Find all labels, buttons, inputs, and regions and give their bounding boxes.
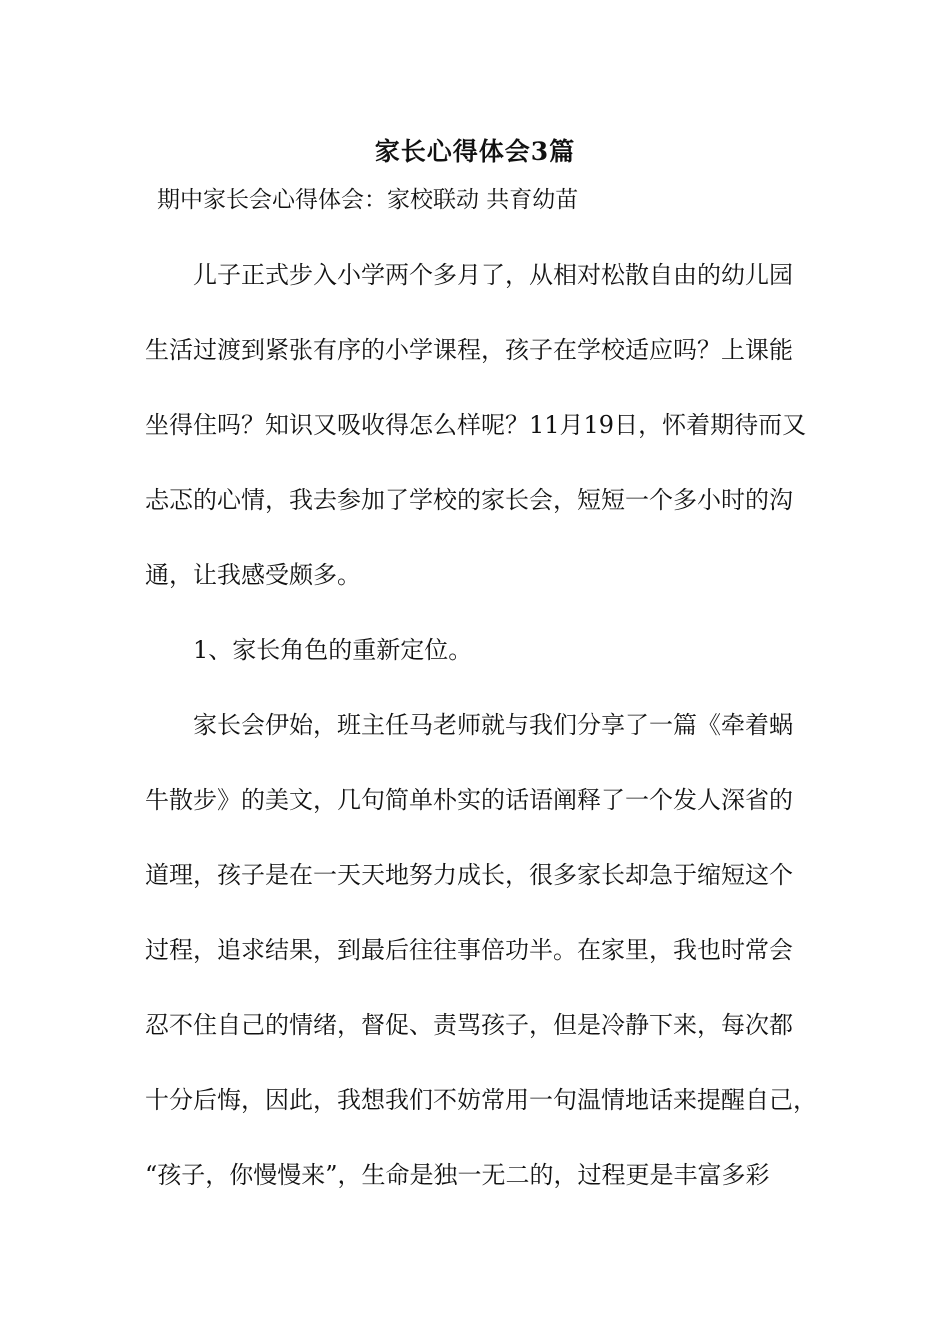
document-subtitle: 期中家长会心得体会：家校联动 共育幼苗 — [157, 187, 579, 213]
paragraph-line: 坐得住吗？知识又吸收得怎么样呢？11月19日，怀着期待而又 — [145, 411, 807, 439]
paragraph-line: 十分后悔，因此，我想我们不妨常用一句温情地话来提醒自己， — [145, 1086, 817, 1114]
document-title: 家长心得体会3篇 — [374, 137, 576, 166]
paragraph-line: 忐忑的心情，我去参加了学校的家长会，短短一个多小时的沟 — [145, 486, 793, 514]
paragraph-line: 生活过渡到紧张有序的小学课程，孩子在学校适应吗？上课能 — [145, 336, 793, 364]
paragraph-line: 儿子正式步入小学两个多月了，从相对松散自由的幼儿园 — [193, 261, 793, 289]
paragraph-line: “孩子，你慢慢来”，生命是独一无二的，过程更是丰富多彩 — [145, 1161, 770, 1189]
paragraph-line: 家长会伊始，班主任马老师就与我们分享了一篇《牵着蜗 — [193, 711, 793, 739]
paragraph-line: 通，让我感受颇多。 — [145, 561, 361, 589]
paragraph-line: 道理，孩子是在一天天地努力成长，很多家长却急于缩短这个 — [145, 861, 793, 889]
paragraph-line: 过程，追求结果，到最后往往事倍功半。在家里，我也时常会 — [145, 936, 793, 964]
paragraph-line: 牛散步》的美文，几句简单朴实的话语阐释了一个发人深省的 — [145, 786, 793, 814]
paragraph-line: 忍不住自己的情绪，督促、责骂孩子，但是冷静下来，每次都 — [145, 1011, 793, 1039]
section-heading: 1、家长角色的重新定位。 — [193, 636, 473, 664]
